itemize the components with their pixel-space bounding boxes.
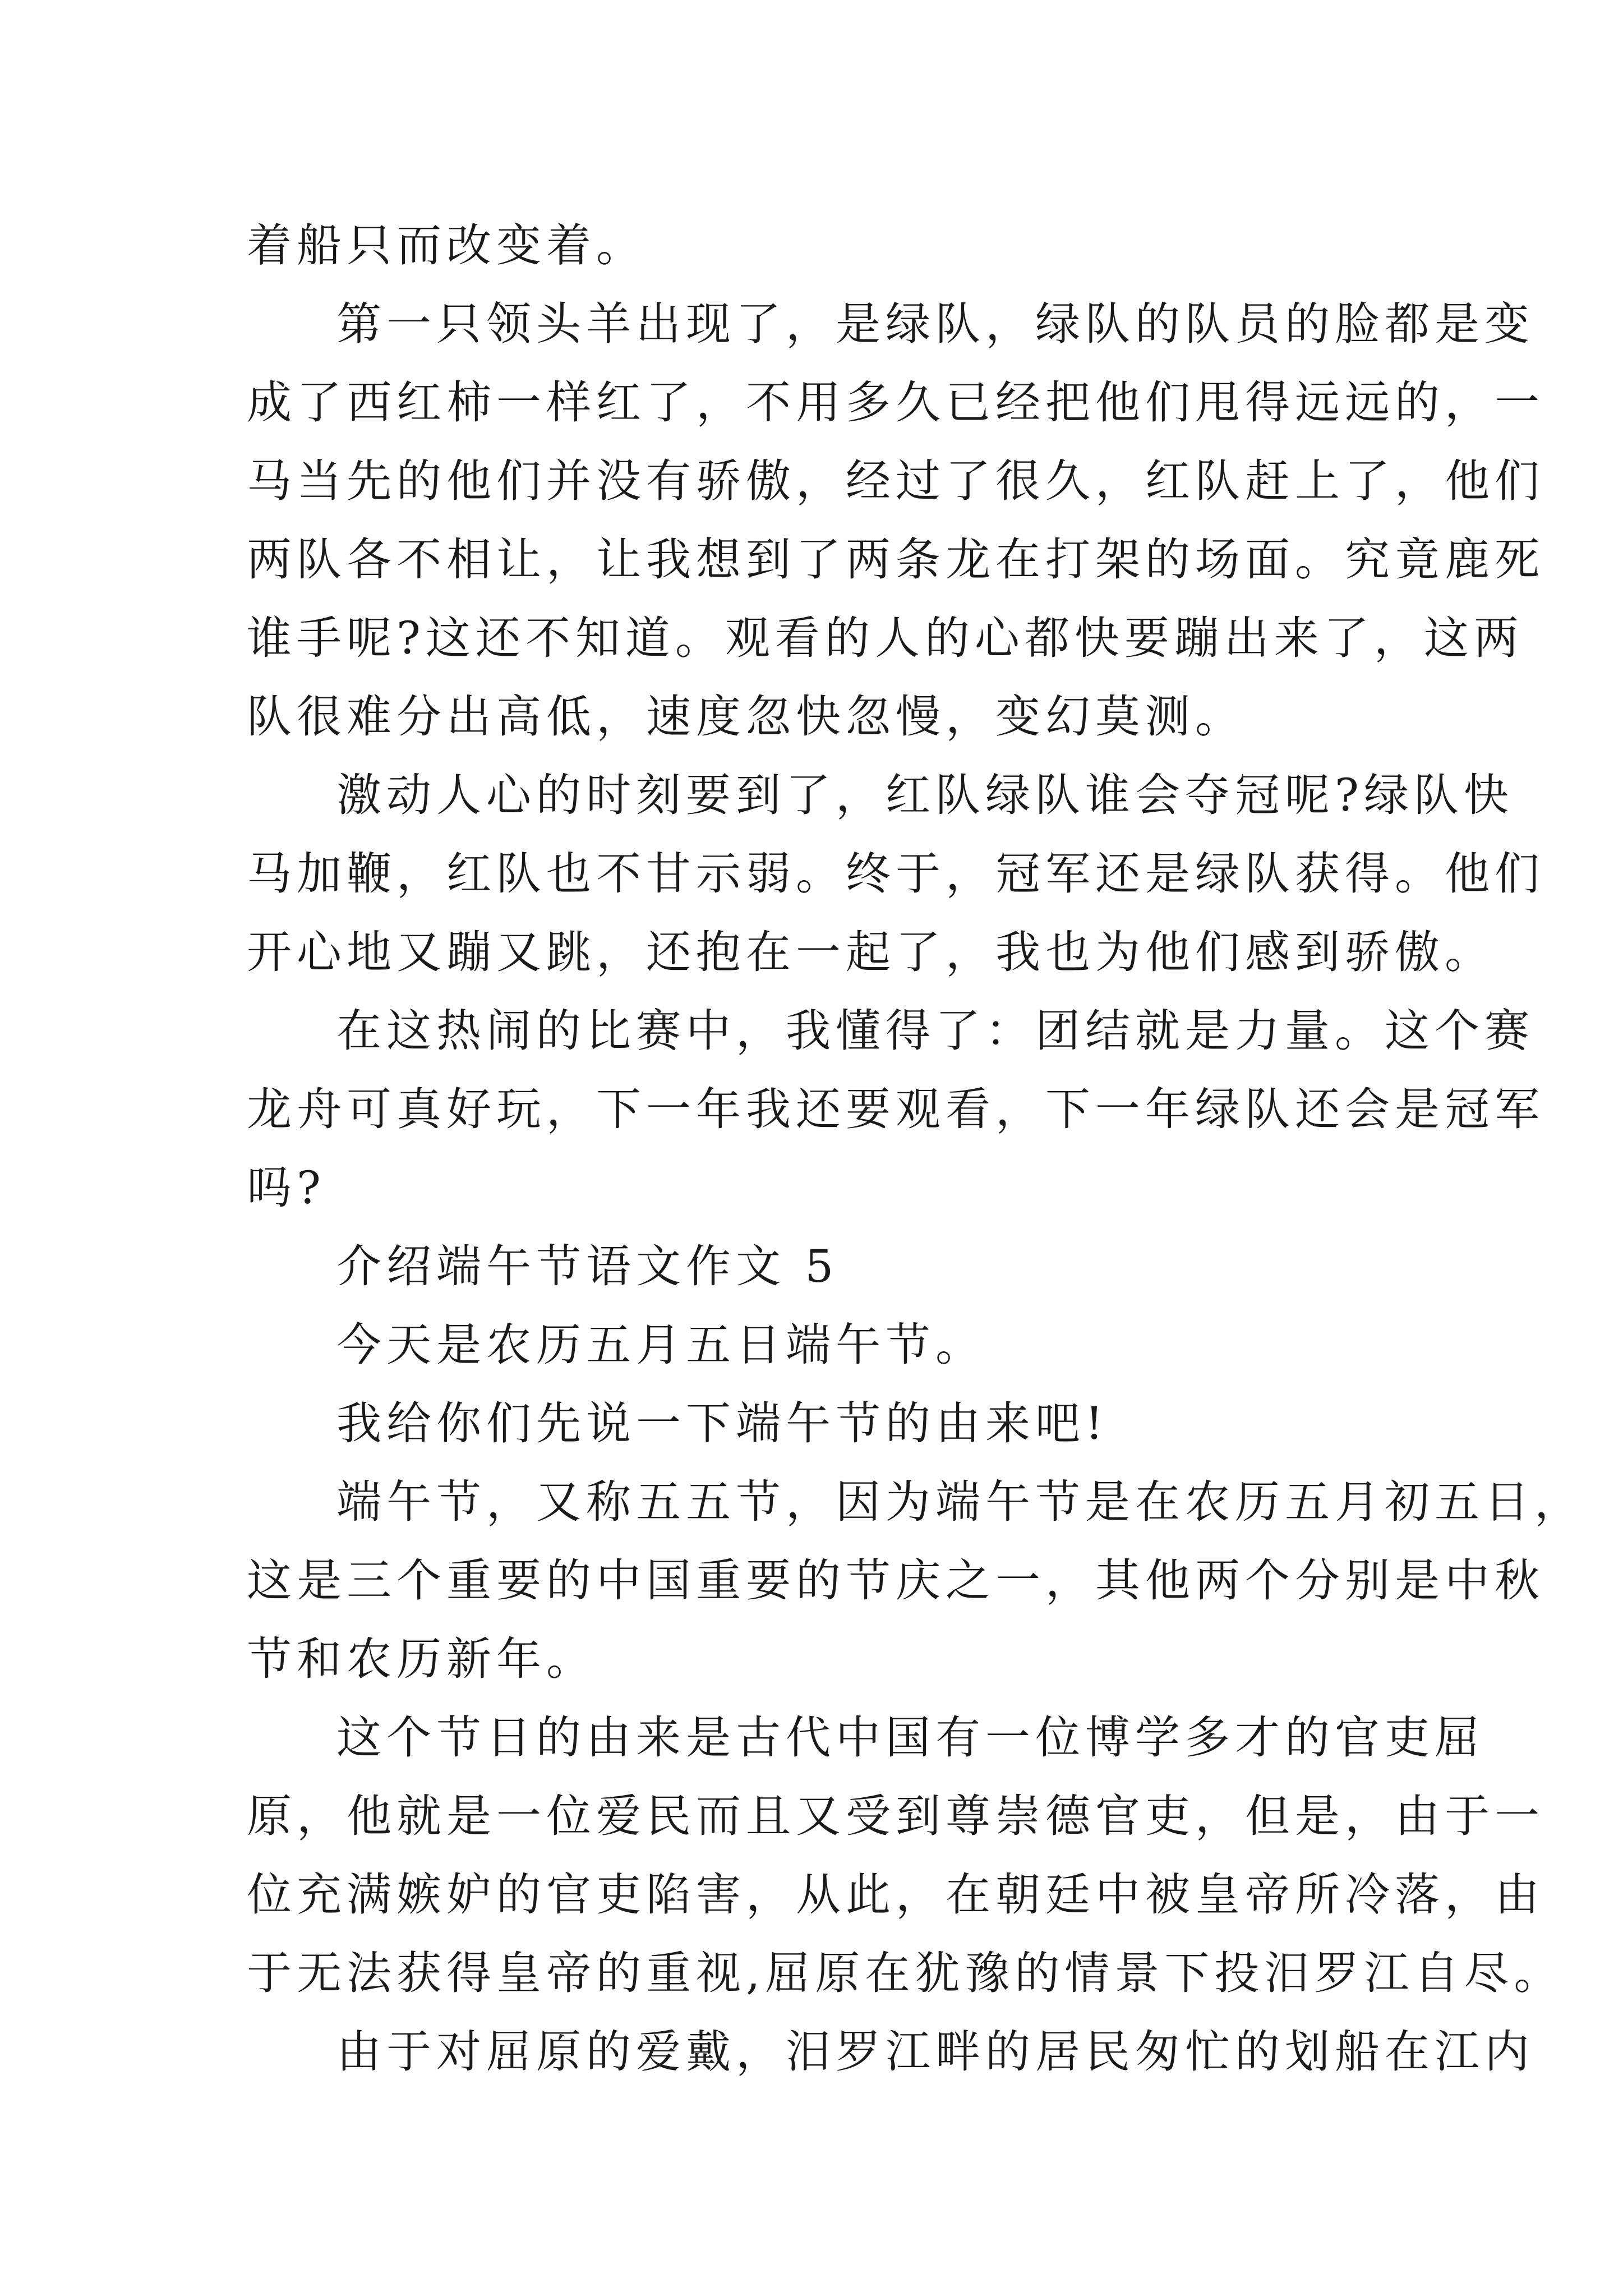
text-line: 马当先的他们并没有骄傲，经过了很久，红队赶上了，他们 — [247, 455, 1544, 507]
text-line: 由于对屈原的爱戴，汨罗江畔的居民匆忙的划船在江内 — [336, 2026, 1534, 2078]
text-line: 马加鞭，红队也不甘示弱。终于，冠军还是绿队获得。他们 — [247, 848, 1544, 900]
text-line: 队很难分出高低，速度忽快忽慢，变幻莫测。 — [247, 691, 1245, 743]
text-line: 这是三个重要的中国重要的节庆之一，其他两个分别是中秋 — [247, 1554, 1544, 1607]
text-line: 激动人心的时刻要到了，红队绿队谁会夺冠呢?绿队快 — [336, 769, 1514, 821]
text-line: 第一只领头羊出现了，是绿队，绿队的队员的脸都是变 — [336, 298, 1534, 350]
text-line: 节和农历新年。 — [247, 1633, 596, 1685]
text-line: 谁手呢?这还不知道。观看的人的心都快要蹦出来了，这两 — [247, 612, 1524, 664]
text-line: 在这热闹的比赛中，我懂得了：团结就是力量。这个赛 — [336, 1005, 1534, 1057]
text-line: 原，他就是一位爱民而且又受到尊崇德官吏，但是，由于一 — [247, 1790, 1544, 1842]
text-line: 着船只而改变着。 — [247, 219, 646, 272]
text-line: 这个节日的由来是古代中国有一位博学多才的官吏屈 — [336, 1711, 1484, 1764]
text-line: 今天是农历五月五日端午节。 — [336, 1319, 985, 1371]
text-line: 两队各不相让，让我想到了两条龙在打架的场面。究竟鹿死 — [247, 533, 1544, 586]
text-line: 我给你们先说一下端午节的由来吧! — [336, 1397, 1109, 1450]
text-line: 成了西红柿一样红了，不用多久已经把他们甩得远远的，一 — [247, 376, 1544, 429]
text-line: 龙舟可真好玩，下一年我还要观看，下一年绿队还会是冠军 — [247, 1083, 1544, 1135]
body-text — [247, 206, 1584, 2091]
text-line: 介绍端午节语文作文 5 — [336, 1240, 839, 1292]
text-line: 端午节，又称五五节，因为端午节是在农历五月初五日， — [336, 1476, 1584, 1528]
text-line: 于无法获得皇帝的重视,屈原在犹豫的情景下投汨罗江自尽。 — [247, 1947, 1564, 1999]
text-line: 吗? — [247, 1162, 326, 1214]
text-line: 位充满嫉妒的官吏陷害，从此，在朝廷中被皇帝所冷落，由 — [247, 1869, 1544, 1921]
text-line: 开心地又蹦又跳，还抱在一起了，我也为他们感到骄傲。 — [247, 926, 1495, 978]
